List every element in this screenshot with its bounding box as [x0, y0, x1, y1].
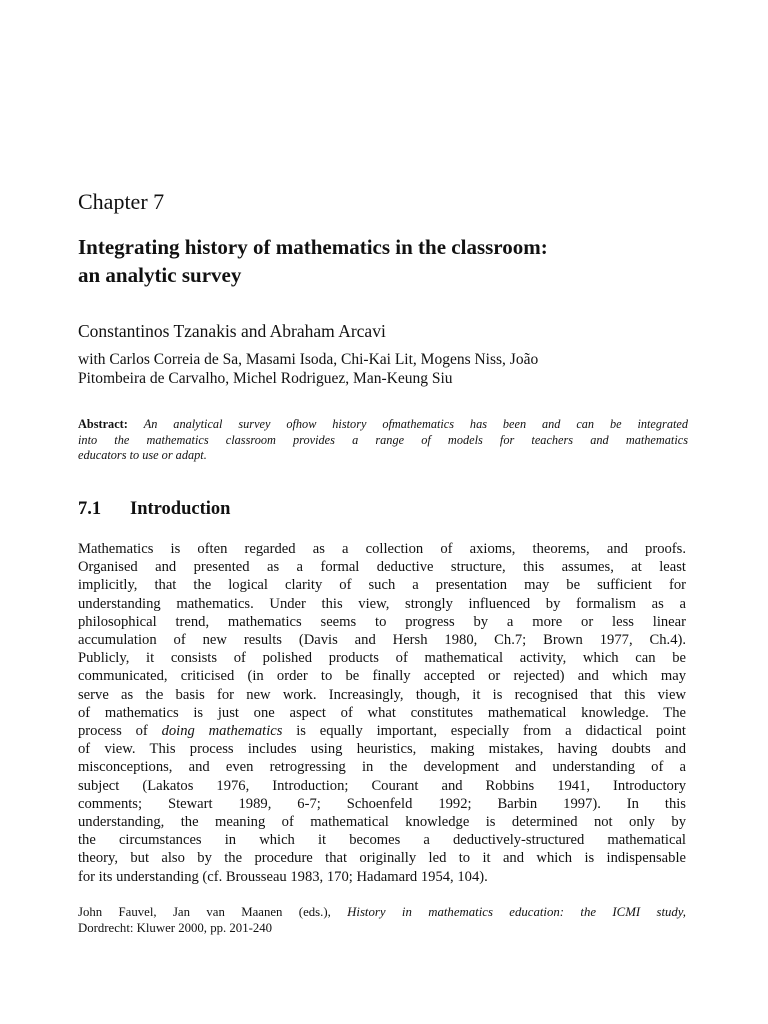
body-line: subject (Lakatos 1976, Introduction; Courant and Robbins 1941, Introductory [78, 777, 686, 794]
main-authors: Constantinos Tzanakis and Abraham Arcavi [78, 321, 386, 341]
chapter-label: Chapter 7 [78, 189, 165, 214]
body-line: comments; Stewart 1989, 6-7; Schoenfeld 1992; Barbin 1997). In this [78, 795, 686, 812]
body-line-emphasis: doing mathematics [161, 723, 283, 740]
section-heading [78, 497, 230, 521]
body-line: of mathematics is just one aspect of what constitutes mathematical knowledge. The [78, 704, 686, 721]
body-line-segment: is equally important, especially from a didactical point [282, 723, 686, 740]
body-line: understanding, the meaning of mathematical knowledge is determined not only by [78, 814, 686, 831]
footer-line [78, 904, 686, 920]
chapter-title-line: Integrating history of mathematics in the classroom: [78, 235, 548, 259]
body-line: philosophical trend, mathematics seems to progress by a more or less linear [78, 613, 686, 630]
body-line: understanding mathematics. Under this view, strongly influenced by formalism as a [78, 595, 686, 612]
chapter-title [78, 233, 698, 289]
co-authors-line: with Carlos Correia de Sa, Masami Isoda, Chi-Kai Lit, Mogens Niss, João [78, 351, 539, 368]
abstract-line: into the mathematics classroom provides a range of models for teachers and mathematics [78, 432, 688, 447]
body-line: implicitly, that the logical clarity of such a presentation may be sufficient for [78, 577, 686, 594]
abstract-line: educators to use or adapt. [78, 448, 207, 462]
body-line: the circumstances in which it becomes a deductively-structured mathematical [78, 832, 686, 849]
footer-citation [78, 904, 686, 936]
body-line: theory, but also by the procedure that originally led to it and which is indispensable [78, 850, 686, 867]
body-line: misconceptions, and even retrogressing in the development and understanding of a [78, 759, 686, 776]
body-line: serve as the basis for new work. Increasingly, though, it is recognised that this view [78, 686, 686, 703]
body-line: Organised and presented as a formal deductive structure, this assumes, at least [78, 559, 686, 576]
body-line-segment: process of [78, 723, 162, 740]
co-authors [78, 350, 698, 388]
footer-book-title: History in mathematics education: the ICMI study, [347, 905, 686, 919]
abstract [78, 417, 688, 464]
footer-line: Dordrecht: Kluwer 2000, pp. 201-240 [78, 921, 273, 935]
body-line [78, 722, 686, 740]
abstract-line [78, 417, 688, 433]
body-line: for its understanding (cf. Brousseau 1983, 170; Hadamard 1954, 104). [78, 868, 488, 885]
section-title: Introduction [130, 499, 231, 519]
co-authors-line: Pitombeira de Carvalho, Michel Rodriguez, Man-Keung Siu [78, 370, 453, 387]
body-text [78, 540, 686, 886]
body-line: of view. This process includes using heuristics, making mistakes, having doubts and [78, 741, 686, 758]
section-number: 7.1 [78, 499, 102, 519]
chapter-title-line: an analytic survey [78, 263, 242, 287]
body-line: Mathematics is often regarded as a collection of axioms, theorems, and proofs. [78, 541, 686, 557]
footer-editors: John Fauvel, Jan van Maanen (eds.), [78, 905, 348, 919]
abstract-label: Abstract: [78, 417, 128, 431]
body-line: communicated, criticised (in order to be finally accepted or rejected) and which may [78, 668, 686, 685]
body-line: Publicly, it consists of polished products of mathematical activity, which can be [78, 650, 686, 667]
body-line: accumulation of new results (Davis and Hersh 1980, Ch.7; Brown 1977, Ch.4). [78, 632, 686, 649]
abstract-text: An analytical survey ofhow history ofmathematics has been and can be integrated [143, 417, 688, 431]
